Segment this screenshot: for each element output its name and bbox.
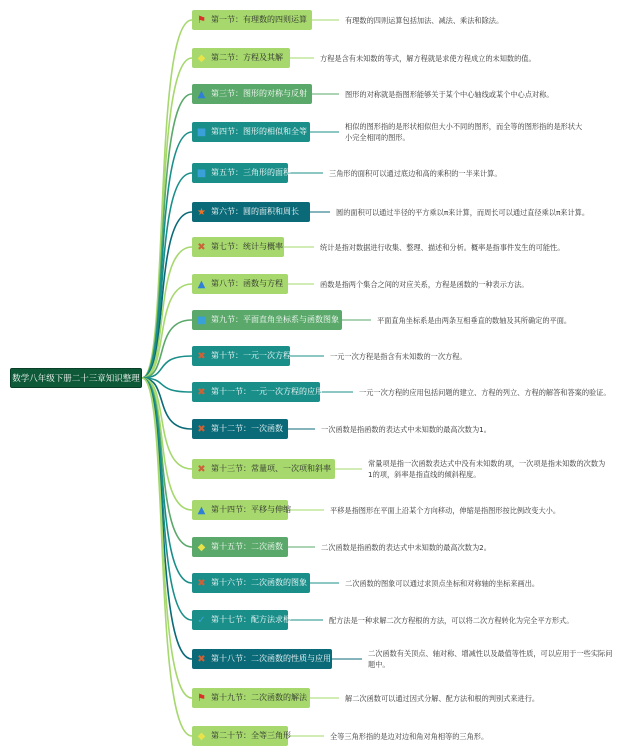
branch-description: 配方法是一种求解二次方程根的方法，可以将二次方程转化为完全平方形式。	[329, 615, 574, 625]
branch-topic-label: 第十八节：二次函数的性质与应用	[211, 654, 331, 663]
connector-line	[142, 58, 192, 378]
branch-topic-label: 第九节：平面直角坐标系与函数图象	[211, 315, 339, 324]
branch-topic-label: 第四节：图形的相似和全等	[211, 127, 307, 136]
branch-topic-label: 第六节：圆的面积和周长	[211, 207, 299, 216]
flag-icon: ⚑	[197, 14, 206, 26]
branch-description: 全等三角形指的是边对边和角对角相等的三角形。	[330, 731, 489, 741]
square-icon: ■	[196, 314, 207, 326]
tools-icon: ✖	[197, 241, 206, 253]
branch-description: 统计是指对数据进行收集、整理、描述和分析。概率是指事件发生的可能性。	[320, 242, 565, 252]
flag-icon: ⚑	[197, 692, 206, 704]
branch-topic-label: 第七节：统计与概率	[211, 242, 283, 251]
branch-description: 图形的对称就是指图形能够关于某个中心轴线或某个中心点对称。	[345, 89, 554, 99]
branch-topic[interactable]	[192, 382, 323, 402]
flame-icon: ▲	[197, 278, 206, 290]
branch-topic-label: 第二十节：全等三角形	[211, 731, 291, 740]
branch-topic[interactable]	[192, 274, 288, 294]
star-icon: ★	[197, 206, 206, 218]
branch-topic-label: 第十三节：常量项、一次项和斜率	[211, 464, 331, 473]
branch-description: 二次函数的图象可以通过求顶点坐标和对称轴的坐标来画出。	[345, 578, 540, 588]
branch-topic[interactable]	[192, 419, 288, 439]
branch-topic[interactable]	[192, 500, 291, 520]
square-icon: ■	[196, 126, 207, 138]
branch-description: 一元一次方程的应用包括问题的建立、方程的列立、方程的解答和答案的验证。	[359, 387, 611, 397]
branch-topic[interactable]	[192, 310, 342, 330]
branch-topic[interactable]	[192, 346, 290, 366]
branch-description: 方程是含有未知数的等式，解方程就是求使方程成立的未知数的值。	[320, 53, 536, 63]
branch-description: 一元一次方程是指含有未知数的一次方程。	[330, 351, 467, 361]
branch-topic[interactable]	[192, 122, 310, 142]
branch-topic[interactable]	[192, 688, 310, 708]
tools-icon: ✖	[197, 386, 206, 398]
branch-description: 常量项是指一次函数表达式中没有未知数的项，一次项是指未知数的次数为1的项，斜率是指直线的倾斜程度。	[368, 459, 606, 479]
branch-description: 三角形的面积可以通过底边和高的乘积的一半来计算。	[329, 168, 502, 178]
branch-description: 圆的面积可以通过半径的平方乘以π来计算，而周长可以通过直径乘以π来计算。	[336, 207, 590, 217]
branch-topic[interactable]	[192, 202, 310, 222]
branch-description: 有理数的四则运算包括加法、减法、乘法和除法。	[345, 15, 504, 25]
branch-description: 解二次函数可以通过因式分解、配方法和根的判别式来进行。	[345, 693, 540, 703]
branch-topic-label: 第十二节：一次函数	[211, 424, 283, 433]
connector-line	[142, 378, 192, 698]
tools-icon: ✖	[197, 423, 206, 435]
tools-icon: ✖	[197, 577, 206, 589]
gem-icon: ◆	[197, 730, 206, 742]
flame-icon: ▲	[197, 504, 206, 516]
tools-icon: ✖	[197, 653, 206, 665]
branch-topic[interactable]	[192, 610, 291, 630]
branch-topic[interactable]	[192, 573, 310, 593]
branch-topic[interactable]	[192, 163, 291, 183]
gem-icon: ◆	[197, 541, 206, 553]
branch-description: 二次函数有关顶点、轴对称、增减性以及最值等性质，可以应用于一些实际问题中。	[368, 649, 613, 669]
flame-icon: ▲	[197, 88, 206, 100]
branch-topic[interactable]	[192, 726, 291, 746]
root-topic[interactable]: 数学八年级下册二十三章知识整理	[10, 368, 142, 388]
branch-description: 一次函数是指函数的表达式中未知数的最高次数为1。	[321, 424, 491, 434]
branch-topic[interactable]	[192, 537, 288, 557]
tools-icon: ✖	[197, 350, 206, 362]
branch-topic-label: 第三节：图形的对称与反射	[211, 89, 307, 98]
branch-description: 平面直角坐标系是由两条互相垂直的数轴及其所确定的平面。	[377, 315, 572, 325]
branch-topic-label: 第十九节：二次函数的解法	[211, 693, 307, 702]
branch-topic[interactable]	[192, 237, 284, 257]
branch-topic[interactable]	[192, 459, 335, 479]
branch-topic[interactable]	[192, 10, 312, 30]
branch-topic[interactable]	[192, 649, 332, 669]
branch-description: 平移是指图形在平面上沿某个方向移动，伸缩是指图形按比例改变大小。	[330, 505, 561, 515]
branch-topic-label: 第十节：一元一次方程	[211, 351, 291, 360]
branch-topic-label: 第五节：三角形的面积	[211, 168, 291, 177]
branch-topic[interactable]	[192, 48, 290, 68]
branch-topic[interactable]	[192, 84, 312, 104]
branch-topic-label: 第十一节：一元一次方程的应用	[211, 387, 323, 396]
branch-topic-label: 第十五节：二次函数	[211, 542, 283, 551]
check-icon: ✓	[197, 614, 206, 626]
branch-topic-label: 第十七节：配方法求根	[211, 615, 291, 624]
branch-description: 二次函数是指函数的表达式中未知数的最高次数为2。	[321, 542, 491, 552]
gem-icon: ◆	[197, 52, 206, 64]
branch-topic-label: 第十六节：二次函数的图象	[211, 578, 307, 587]
branch-topic-label: 第二节：方程及其解	[211, 53, 283, 62]
branch-description: 相似的图形指的是形状相似但大小不同的图形，而全等的图形指的是形状大小完全相同的图形。	[345, 122, 583, 142]
square-icon: ■	[196, 167, 207, 179]
branch-topic-label: 第十四节：平移与伸缩	[211, 505, 291, 514]
branch-description: 函数是指两个集合之间的对应关系，方程是函数的一种表示方法。	[320, 279, 529, 289]
branch-topic-label: 第八节：函数与方程	[211, 279, 283, 288]
branch-topic-label: 第一节：有理数的四则运算	[211, 15, 307, 24]
tools-icon: ✖	[197, 463, 206, 475]
